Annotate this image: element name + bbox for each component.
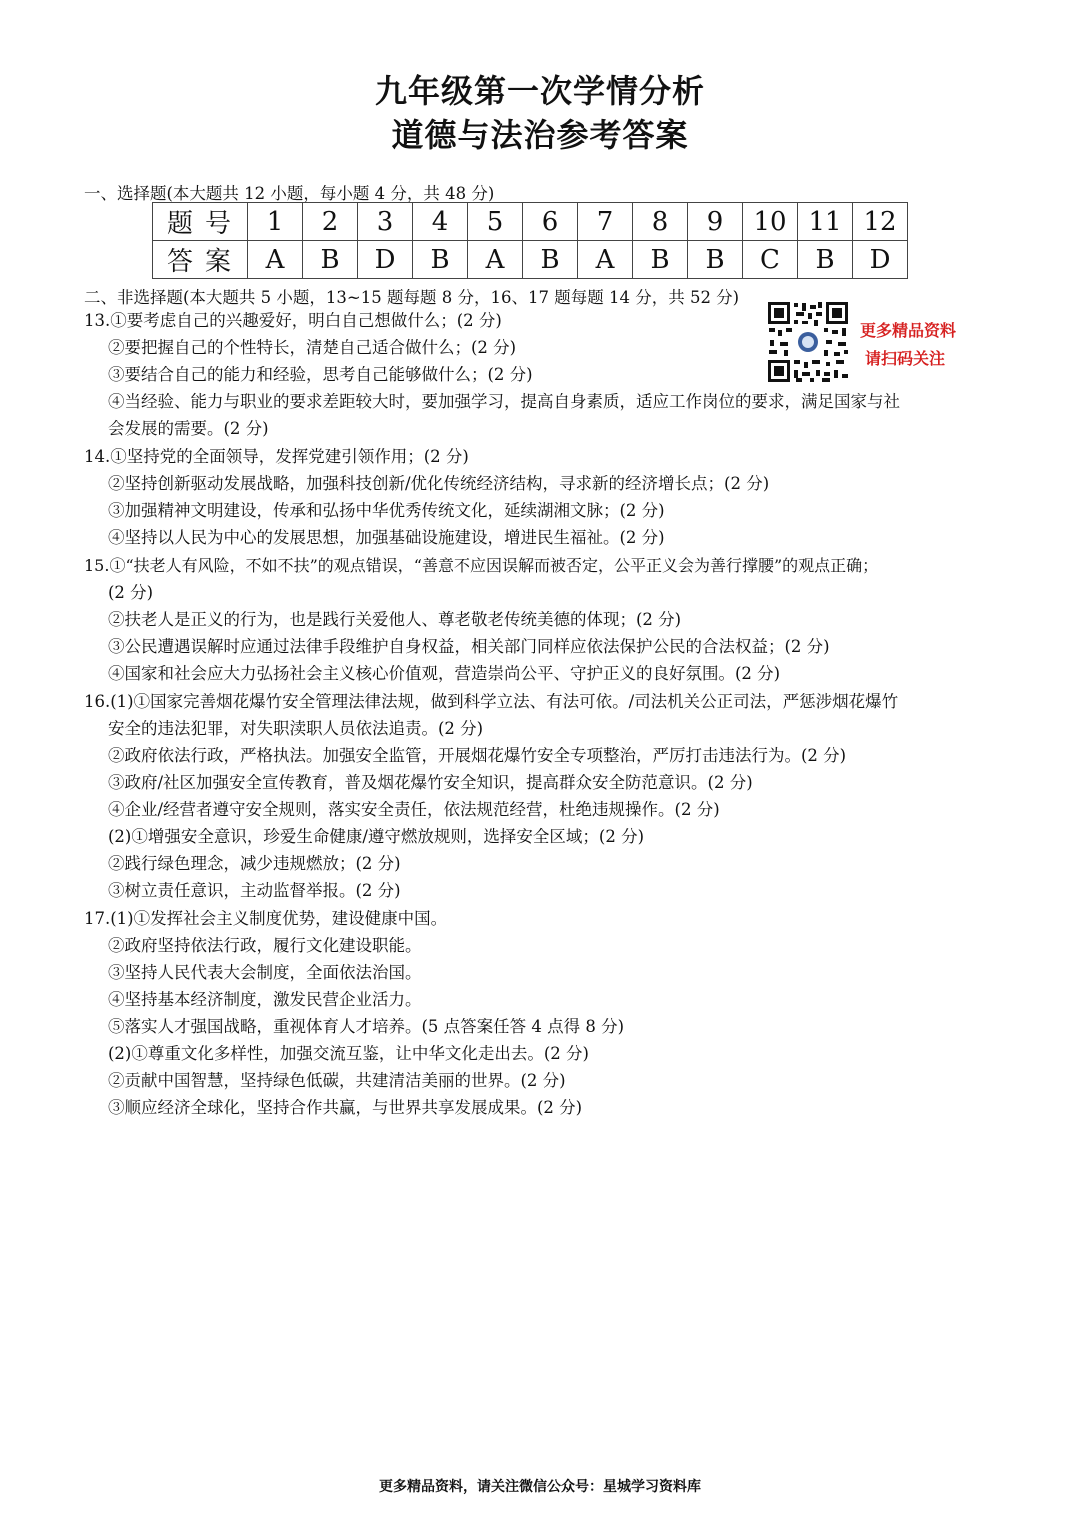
answer-line: (2 分) — [108, 583, 154, 602]
answer-line: ④企业/经营者遵守安全规则，落实安全责任，依法规范经营，杜绝违规操作。(2 分) — [108, 800, 720, 819]
answer-cell: A — [578, 241, 633, 279]
question-number: 12 — [853, 203, 908, 241]
question-number: 6 — [523, 203, 578, 241]
answer-line: (2)①增强安全意识，珍爱生命健康/遵守燃放规则，选择安全区域；(2 分) — [108, 827, 645, 846]
question-number: 2 — [303, 203, 358, 241]
question-number: 8 — [633, 203, 688, 241]
answer-line: ③政府/社区加强安全宣传教育，普及烟花爆竹安全知识，提高群众安全防范意识。(2 分) — [108, 773, 753, 792]
question-number: 5 — [468, 203, 523, 241]
answer-line: ②政府依法行政，严格执法。加强安全监管，开展烟花爆竹安全专项整治，严厉打击违法行为。(2 分) — [108, 746, 847, 765]
answer-cell: A — [248, 241, 303, 279]
answer-line: ④坚持基本经济制度，激发民营企业活力。 — [108, 990, 422, 1009]
answer-table — [152, 202, 908, 279]
answer-cell: B — [688, 241, 743, 279]
table-row-numbers — [153, 203, 908, 241]
answer-line: ②贡献中国智慧，坚持绿色低碳，共建清洁美丽的世界。(2 分) — [108, 1071, 566, 1090]
answer-line: ③顺应经济全球化，坚持合作共赢，与世界共享发展成果。(2 分) — [108, 1098, 583, 1117]
document-subtitle: 道德与法治参考答案 — [391, 116, 689, 154]
answer-line: ②扶老人是正义的行为，也是践行关爱他人、尊老敬老传统美德的体现；(2 分) — [108, 610, 682, 629]
promo-line-1: 更多精品资料 — [860, 321, 957, 340]
answer-line: ⑤落实人才强国战略，重视体育人才培养。(5 点答案任答 4 点得 8 分) — [108, 1017, 625, 1036]
answer-cell: B — [303, 241, 358, 279]
answer-cell: C — [743, 241, 798, 279]
question-number: 9 — [688, 203, 743, 241]
promo-line-2: 请扫码关注 — [865, 349, 946, 368]
answer-line: 16.(1)①国家完善烟花爆竹安全管理法律法规，做到科学立法、有法可依。/司法机关公正司法，严惩涉烟花爆竹 — [84, 692, 899, 711]
answer-line: 13.①要考虑自己的兴趣爱好，明白自己想做什么；(2 分) — [84, 311, 502, 330]
answer-line: ③树立责任意识，主动监督举报。(2 分) — [108, 881, 401, 900]
question-number: 4 — [413, 203, 468, 241]
table-row-answers — [153, 241, 908, 279]
question-number: 10 — [743, 203, 798, 241]
answer-line: 15.①“扶老人有风险，不如不扶”的观点错误，“善意不应因误解而被否定，公平正义会为善行撑腰”的观点正确； — [84, 556, 879, 575]
answer-line: ③坚持人民代表大会制度，全面依法治国。 — [108, 963, 422, 982]
question-number: 11 — [798, 203, 853, 241]
answer-line: ②政府坚持依法行政，履行文化建设职能。 — [108, 936, 422, 955]
answer-cell: D — [853, 241, 908, 279]
answer-cell: D — [358, 241, 413, 279]
row-label-question-number: 题号 — [153, 203, 248, 241]
answer-line: ③加强精神文明建设，传承和弘扬中华优秀传统文化，延续湖湘文脉；(2 分) — [108, 501, 665, 520]
answer-cell: B — [633, 241, 688, 279]
question-number: 3 — [358, 203, 413, 241]
section-2-heading: 二、非选择题(本大题共 5 小题，13~15 题每题 8 分，16、17 题每题 14 分，共 52 分) — [84, 288, 740, 307]
answer-cell: B — [523, 241, 578, 279]
answer-cell: B — [798, 241, 853, 279]
answer-line: ④坚持以人民为中心的发展思想，加强基础设施建设，增进民生福祉。(2 分) — [108, 528, 665, 547]
answer-line: (2)①尊重文化多样性，加强交流互鉴，让中华文化走出去。(2 分) — [108, 1044, 589, 1063]
answer-line: 安全的违法犯罪，对失职渎职人员依法追责。(2 分) — [108, 719, 484, 738]
answer-line: ③公民遭遇误解时应通过法律手段维护自身权益，相关部门同样应依法保护公民的合法权益；(2 分) — [108, 637, 830, 656]
answer-line: ②坚持创新驱动发展战略，加强科技创新/优化传统经济结构，寻求新的经济增长点；(2 分) — [108, 474, 770, 493]
question-number: 1 — [248, 203, 303, 241]
answer-line: 17.(1)①发挥社会主义制度优势，建设健康中国。 — [84, 909, 448, 928]
question-number: 7 — [578, 203, 633, 241]
page-footer: 更多精品资料，请关注微信公众号：星城学习资料库 — [379, 1479, 701, 1495]
row-label-answer: 答案 — [153, 241, 248, 279]
answer-cell: B — [413, 241, 468, 279]
answer-line: 14.①坚持党的全面领导，发挥党建引领作用；(2 分) — [84, 447, 469, 466]
answer-line: ②践行绿色理念，减少违规燃放；(2 分) — [108, 854, 401, 873]
document-title: 九年级第一次学情分析 — [374, 72, 705, 110]
answer-line: ④国家和社会应大力弘扬社会主义核心价值观，营造崇尚公平、守护正义的良好氛围。(2 分) — [108, 664, 781, 683]
section-1-heading: 一、选择题(本大题共 12 小题，每小题 4 分，共 48 分) — [84, 184, 495, 203]
answer-line: 会发展的需要。(2 分) — [108, 419, 269, 438]
answer-line: ④当经验、能力与职业的要求差距较大时，要加强学习，提高自身素质，适应工作岗位的要求，满足国家与社 — [108, 392, 900, 411]
answer-cell: A — [468, 241, 523, 279]
qr-code-icon[interactable] — [766, 300, 850, 384]
answer-line: ②要把握自己的个性特长，清楚自己适合做什么；(2 分) — [108, 338, 517, 357]
answer-line: ③要结合自己的能力和经验，思考自己能够做什么；(2 分) — [108, 365, 533, 384]
